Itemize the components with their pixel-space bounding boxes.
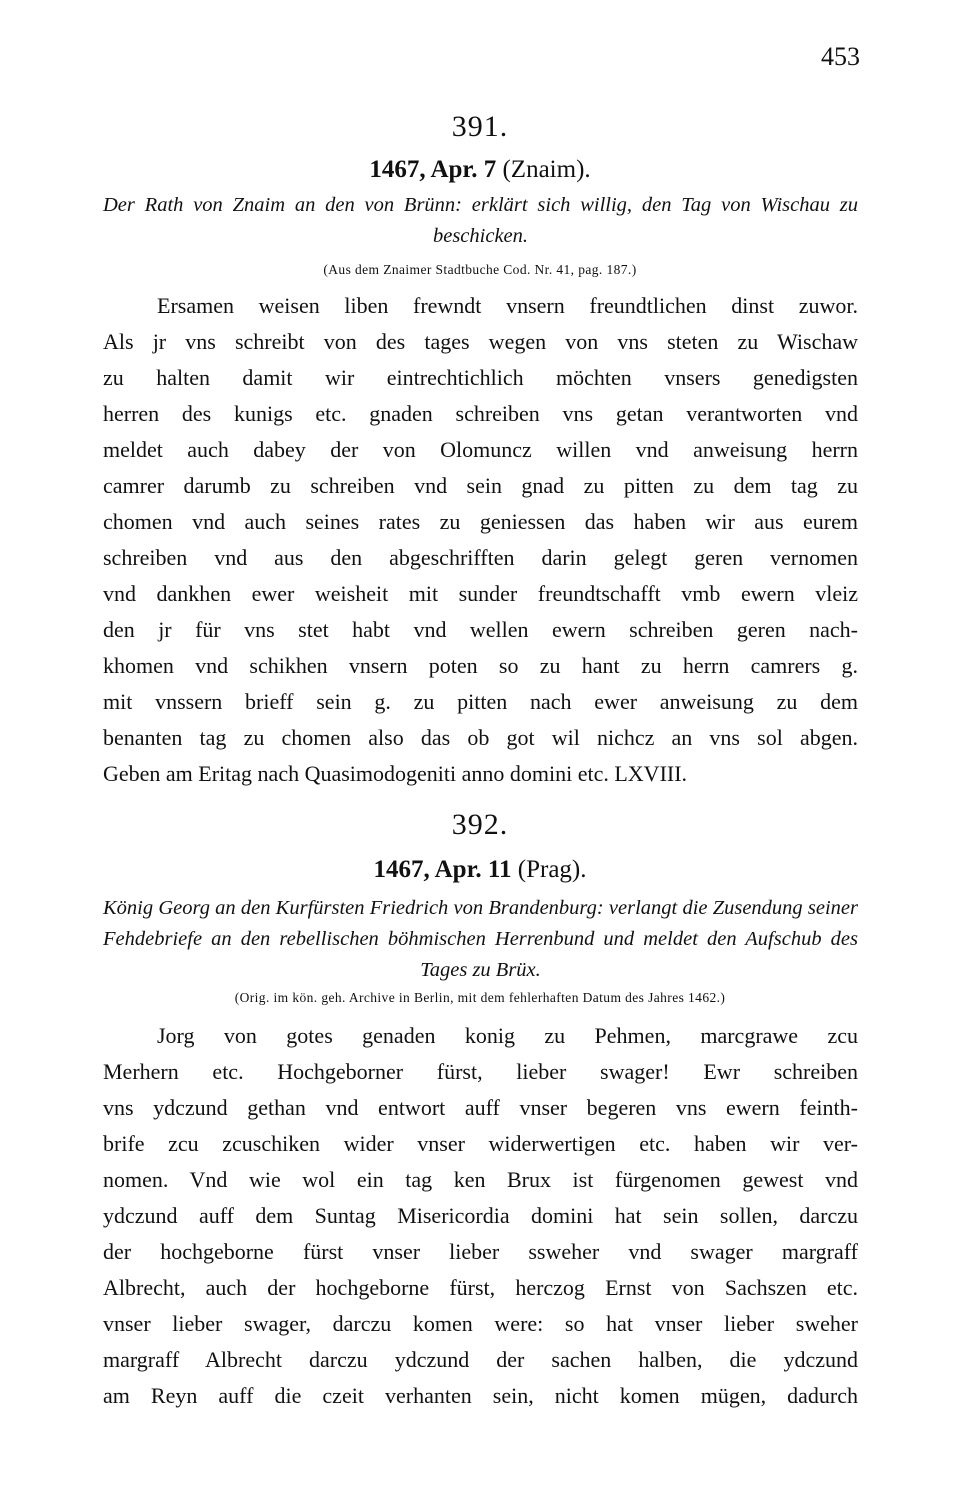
body-line: Jorg von gotes genaden konig zu Pehmen, marcgrawe zcu: [157, 1023, 858, 1048]
body-line: benanten tag zu chomen also das ob got wil nichcz an vns sol abgen.: [103, 725, 858, 750]
body-line: chomen vnd auch seines rates zu geniessen das haben wir aus eurem: [103, 509, 858, 534]
entry-source-391: (Aus dem Znaimer Stadtbuche Cod. Nr. 41, pag. 187.): [323, 262, 637, 277]
entry-date-392: [0, 856, 960, 884]
body-line: den jr für vns stet habt vnd wellen ewern schreiben geren nach-: [103, 617, 858, 642]
entry-date-391: [0, 156, 960, 184]
body-line: vnd dankhen ewer weisheit mit sunder freundtschafft vmb ewern vleiz: [103, 581, 858, 606]
body-line: khomen vnd schikhen vnsern poten so zu hant zu herrn camrers g.: [103, 653, 858, 678]
entry-number-391: 391.: [451, 110, 509, 143]
body-line: vnser lieber swager, darczu komen were: so hat vnser lieber sweher: [103, 1311, 858, 1336]
body-line: am Reyn auff die czeit verhanten sein, nicht komen mügen, dadurch: [103, 1383, 858, 1408]
body-line: Ersamen weisen liben frewndt vnsern freundtlichen dinst zuwor.: [157, 293, 858, 318]
body-line: der hochgeborne fürst vnser lieber ssweher vnd swager margraff: [103, 1239, 858, 1264]
body-line: margraff Albrecht darczu ydczund der sachen halben, die ydczund: [103, 1347, 858, 1372]
body-line: Albrecht, auch der hochgeborne fürst, herczog Ernst von Sachszen etc.: [103, 1275, 858, 1300]
entry-summary-391: Der Rath von Znaim an den von Brünn: erklärt sich willig, den Tag von Wischau zu beschicken.: [103, 194, 858, 247]
body-line: brife zcu zcuschiken wider vnser widerwertigen etc. haben wir ver-: [103, 1131, 858, 1156]
entry-source-392: (Orig. im kön. geh. Archive in Berlin, mit dem fehlerhaften Datum des Jahres 1462.): [234, 990, 726, 1005]
entry-number-392: 392.: [451, 808, 509, 841]
body-line: mit vnssern brieff sein g. zu pitten nach ewer anweisung zu dem: [103, 689, 858, 714]
body-line: ydczund auff dem Suntag Misericordia domini hat sein sollen, darczu: [103, 1203, 858, 1228]
entry-place: (Znaim).: [502, 156, 591, 183]
body-line: herren des kunigs etc. gnaden schreiben vns getan verantworten vnd: [103, 401, 858, 426]
entry-summary-392: König Georg an den Kurfürsten Friedrich von Brandenburg: verlangt die Zusendung seiner Fehdebriefe an den rebellischen böhmischen Herrenbund und meldet den Aufschub des Tages zu Brüx.: [103, 897, 858, 981]
entry-date-value: 1467, Apr. 7: [369, 156, 497, 183]
body-line: schreiben vnd aus den abgeschrifften darin gelegt geren vernomen: [103, 545, 858, 570]
entry-place: (Prag).: [517, 856, 587, 883]
body-line: zu halten damit wir eintrechtichlich möchten vnsers genedigsten: [103, 365, 858, 390]
page-number: 453: [821, 42, 860, 71]
body-line: camrer darumb zu schreiben vnd sein gnad zu pitten zu dem tag zu: [103, 473, 858, 498]
body-line: Geben am Eritag nach Quasimodogeniti anno domini etc. LXVIII.: [103, 761, 688, 786]
body-line: nomen. Vnd wie wol ein tag ken Brux ist fürgenomen gewest vnd: [103, 1167, 858, 1192]
body-line: Als jr vns schreibt von des tages wegen von vns steten zu Wischaw: [103, 329, 858, 354]
entry-date-value: 1467, Apr. 11: [373, 856, 512, 883]
body-line: meldet auch dabey der von Olomuncz willen vnd anweisung herrn: [103, 437, 858, 462]
body-line: Merhern etc. Hochgeborner fürst, lieber swager! Ewr schreiben: [103, 1059, 858, 1084]
body-line: vns ydczund gethan vnd entwort auff vnser begeren vns ewern feinth-: [103, 1095, 858, 1120]
